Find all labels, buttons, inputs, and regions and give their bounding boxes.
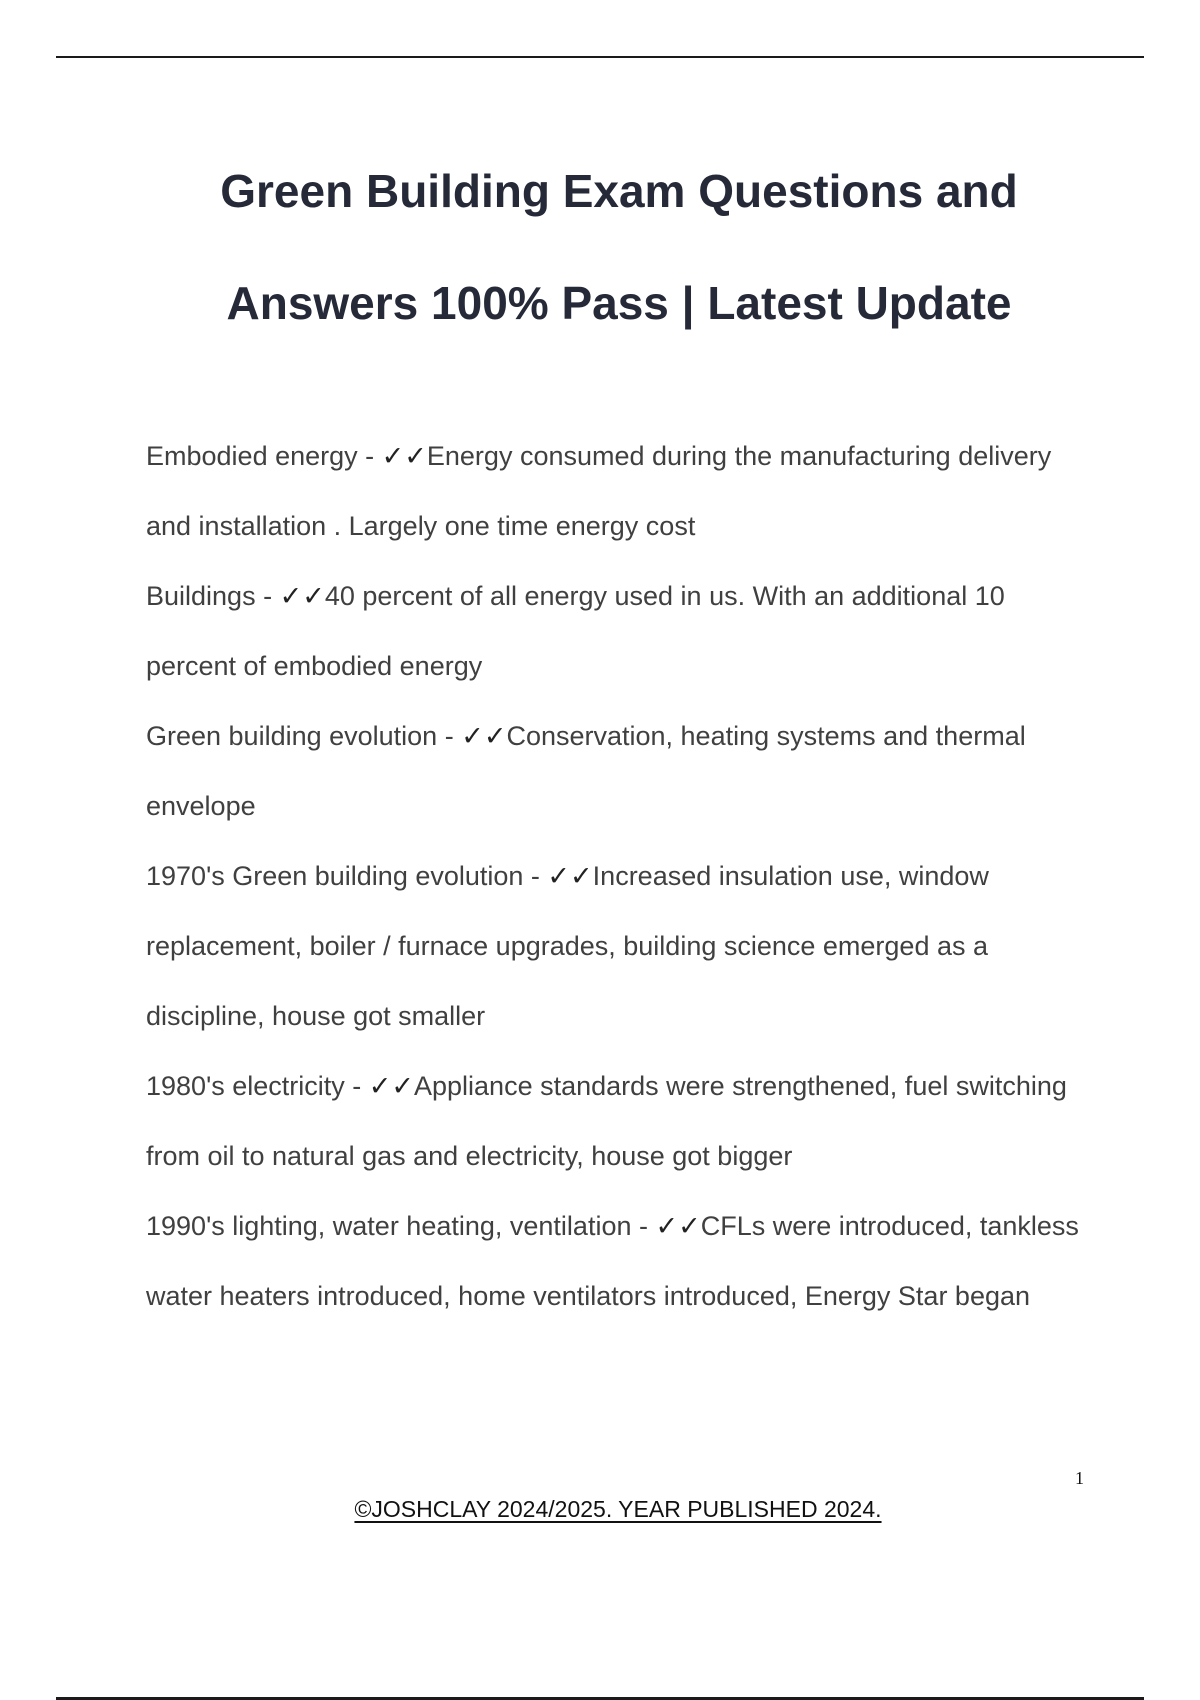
double-check-icon: ✓✓ — [461, 721, 507, 751]
qa-answer: Conservation, heating systems and thermal envelope — [146, 721, 1026, 821]
qa-item — [146, 421, 1086, 561]
double-check-icon: ✓✓ — [368, 1071, 414, 1101]
qa-term: 1980's electricity — [146, 1071, 345, 1101]
double-check-icon: ✓✓ — [547, 861, 593, 891]
qa-term: Green building evolution — [146, 721, 438, 751]
qa-item — [146, 1191, 1086, 1331]
qa-item — [146, 841, 1086, 1051]
page-number: 1 — [1075, 1468, 1084, 1488]
qa-term: 1970's Green building evolution — [146, 861, 524, 891]
qa-separator: - — [357, 441, 382, 471]
qa-item — [146, 701, 1086, 841]
title-line-1: Green Building Exam Questions and — [220, 165, 1018, 217]
qa-separator: - — [344, 1071, 369, 1101]
footer-text: ©JOSHCLAY 2024/2025. YEAR PUBLISHED 2024. — [354, 1496, 882, 1522]
double-check-icon: ✓✓ — [655, 1211, 701, 1241]
qa-answer: Increased insulation use, window replacement, boiler / furnace upgrades, building science emerged as a discipline, house got smaller — [146, 861, 989, 1031]
double-check-icon: ✓✓ — [381, 441, 427, 471]
qa-answer: 40 percent of all energy used in us. With an additional 10 percent of embodied energy — [146, 581, 1005, 681]
qa-answer: CFLs were introduced, tankless water heaters introduced, home ventilators introduced, Energy Star began — [146, 1211, 1079, 1311]
document-title — [100, 135, 1138, 359]
qa-answer: Energy consumed during the manufacturing delivery and installation . Largely one time energy cost — [146, 441, 1052, 541]
qa-item — [146, 1051, 1086, 1191]
top-rule — [56, 56, 1144, 58]
qa-separator: - — [631, 1211, 656, 1241]
double-check-icon: ✓✓ — [279, 581, 325, 611]
qa-answer: Appliance standards were strengthened, fuel switching from oil to natural gas and electricity, house got bigger — [146, 1071, 1067, 1171]
qa-term: Buildings — [146, 581, 256, 611]
qa-separator: - — [437, 721, 462, 751]
title-line-2: Answers 100% Pass | Latest Update — [226, 277, 1012, 329]
qa-separator: - — [523, 861, 548, 891]
qa-list — [146, 421, 1086, 1331]
qa-term: Embodied energy — [146, 441, 358, 471]
qa-separator: - — [255, 581, 280, 611]
footer-copyright — [0, 1496, 1200, 1523]
qa-item — [146, 561, 1086, 701]
qa-term: 1990's lighting, water heating, ventilation — [146, 1211, 632, 1241]
